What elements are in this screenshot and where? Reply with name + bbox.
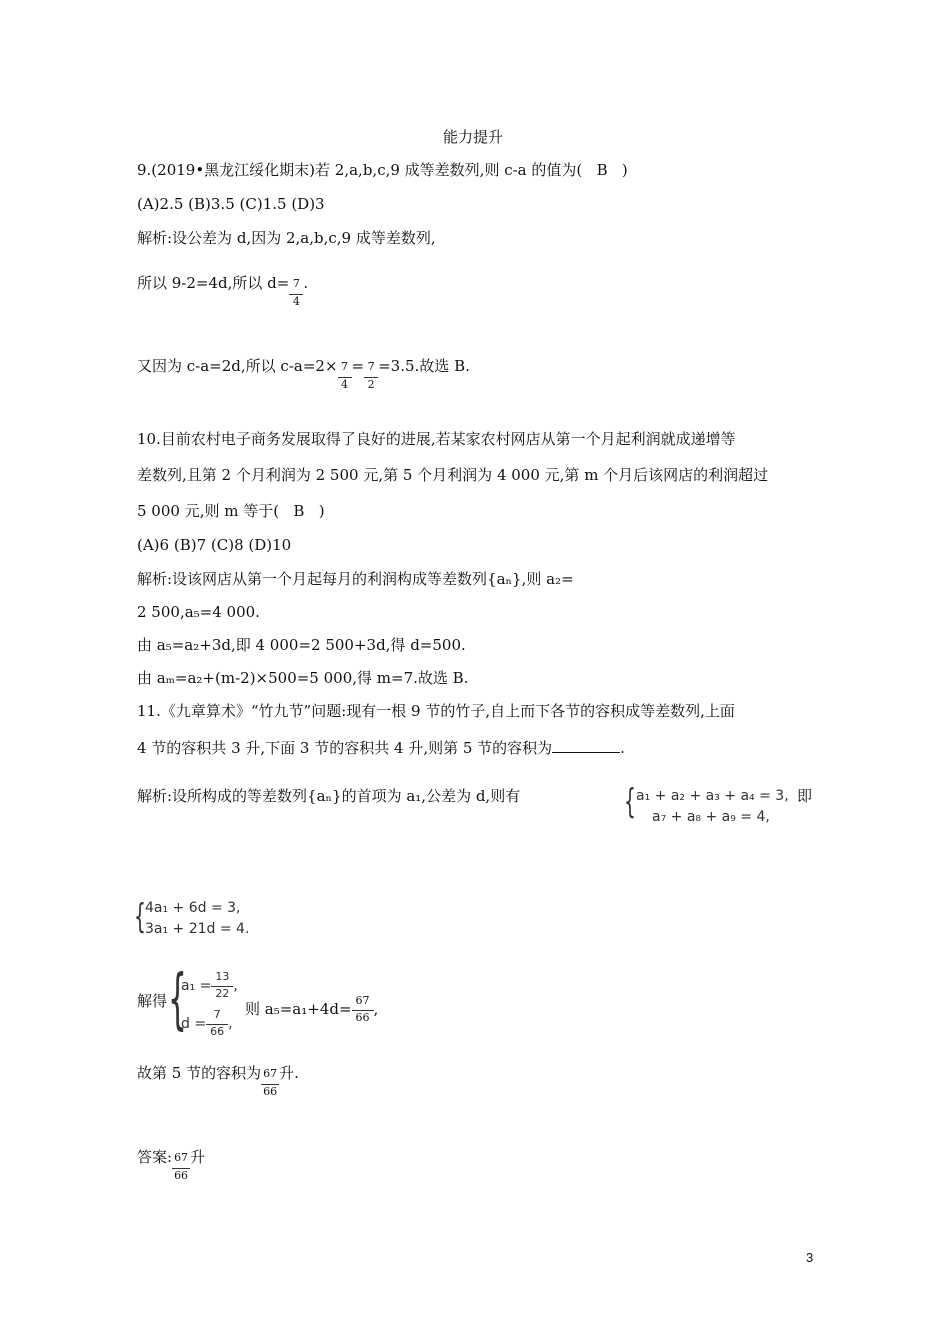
system-1-after: 即 [797, 787, 813, 805]
system-brace-1: { [624, 782, 636, 822]
question-11-line-2: 4 节的容积共 3 升,下面 3 节的容积共 4 升,则第 5 节的容积为 . [137, 739, 625, 757]
question-9-solution-3: 又因为 c-a=2d,所以 c-a=2× $\frac{7}{4}$ = $\frac{7}{2}$ =3.5.故选 B. [137, 357, 470, 391]
system-brace-3: { [168, 960, 187, 1037]
question-10-solution-1: 解析:设该网店从第一个月起每月的利润构成等差数列{aₙ},则 a₂= [137, 570, 574, 588]
solution-a5: 则 a₅=a₁+4d= $\frac{67}{66}$ , [245, 994, 379, 1024]
answer-blank [552, 738, 620, 753]
section-title: 能力提升 [443, 128, 504, 146]
solution-d: d = $\frac{7}{66}$ , [181, 1008, 233, 1038]
system-1-row-1: a₁ + a₂ + a₃ + a₄ = 3, [636, 788, 789, 804]
conclusion: 故第 5 节的容积为 $\frac{67}{66}$ 升. [137, 1064, 299, 1098]
question-10-solution-3: 由 a₅=a₂+3d,即 4 000=2 500+3d,得 d=500. [137, 636, 466, 654]
fraction-7-4b: $\frac{7}{4}$ [338, 357, 352, 375]
solve-label: 解得 [137, 992, 168, 1010]
question-10-line-1: 10.目前农村电子商务发展取得了良好的进展,若某家农村网店从第一个月起利润就成递增等 [137, 430, 736, 448]
question-9-stem: 9.(2019•黑龙江绥化期末)若 2,a,b,c,9 成等差数列,则 c-a 的值为( B ) [137, 161, 628, 179]
question-10-options: (A)6 (B)7 (C)8 (D)10 [137, 536, 292, 554]
system-2-row-2: 3a₁ + 21d = 4. [145, 921, 250, 937]
question-10-solution-2: 2 500,a₅=4 000. [137, 603, 260, 621]
question-9-solution-2: 所以 9-2=4d,所以 d= $\frac{7}{4}$ . [137, 274, 309, 308]
solution-a1: a₁ = $\frac{13}{22}$ , [181, 970, 238, 1000]
question-10-line-3: 5 000 元,则 m 等于( B ) [137, 502, 325, 520]
answer-line: 答案: $\frac{67}{66}$ 升 [137, 1148, 206, 1182]
question-9-options: (A)2.5 (B)3.5 (C)1.5 (D)3 [137, 195, 325, 213]
question-10-answer: B [293, 502, 305, 520]
question-11-line-1: 11.《九章算术》“竹九节”问题:现有一根 9 节的竹子,自上而下各节的容积成等差数列,上面 [137, 702, 735, 720]
system-2-row-1: 4a₁ + 6d = 3, [145, 900, 241, 916]
fraction-7-2: $\frac{7}{2}$ [364, 357, 378, 375]
question-9-solution-1: 解析:设公差为 d,因为 2,a,b,c,9 成等差数列, [137, 229, 436, 247]
question-9-answer: B [596, 161, 608, 179]
system-brace-2: { [134, 897, 146, 937]
page-number: 3 [806, 1250, 814, 1265]
question-11-solution-1: 解析:设所构成的等差数列{aₙ}的首项为 a₁,公差为 d,则有 [137, 787, 521, 805]
question-10-solution-4: 由 aₘ=a₂+(m-2)×500=5 000,得 m=7.故选 B. [137, 669, 469, 687]
system-1-row-2: a₇ + a₈ + a₉ = 4, [652, 809, 770, 825]
fraction-7-4: $\frac{7}{4}$ [289, 274, 303, 292]
question-10-line-2: 差数列,且第 2 个月利润为 2 500 元,第 5 个月利润为 4 000 元,第 m 个月后该网店的利润超过 [137, 466, 769, 484]
